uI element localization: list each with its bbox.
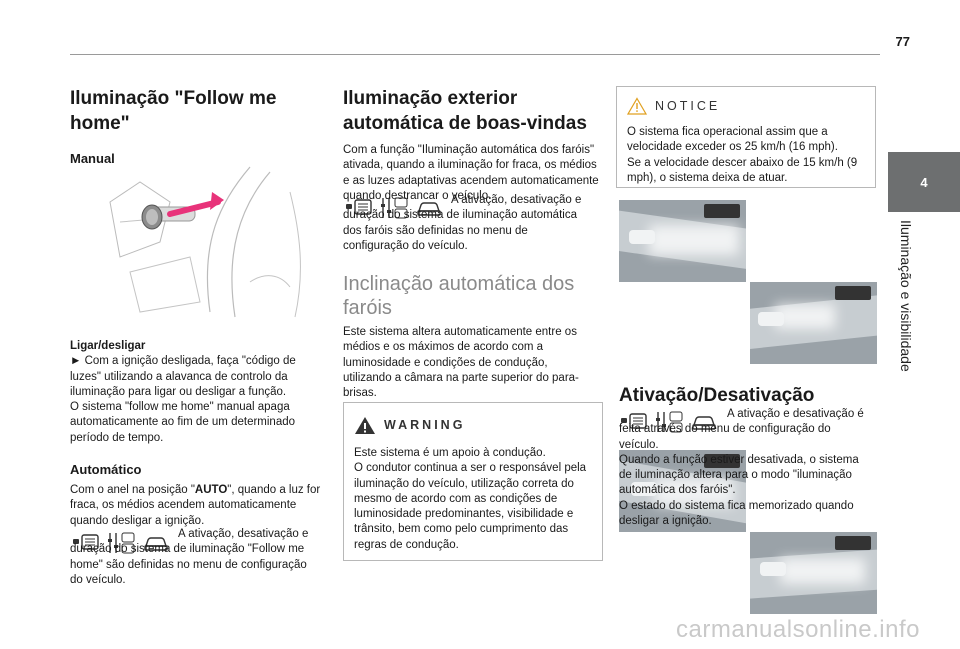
notice-label: NOTICE [655,99,721,113]
chapter-title [890,220,920,370]
welcome-lighting-title: Iluminação exterior automática de boas-vindas [343,88,587,134]
ligar-heading: Ligar/desligar [70,340,146,352]
photo-4 [750,532,877,614]
auto-text [70,483,322,529]
col1-icon-text: A ativação, desativação e duração do sistema de iluminação "Follow me home" são definidas no menu de configuração do veículo. [70,528,309,586]
page-number: 77 [895,34,910,49]
header-rule [70,54,880,55]
chapter-tab: 4 [888,152,960,212]
footer [0,612,960,649]
notice-p2: Se a velocidade descer abaixo de 15 km/h (9 mph), o sistema deixa de atuar. [627,156,858,184]
warning-p2: O condutor continua a ser o responsável pela iluminação do veículo, utilização correta do mesmo de acordo com as condições de luminosidade predominantes, visibilidade e trânsito, bem como pelo cumprimento das regras de condução. [354,462,587,551]
welcome-lighting-section [343,86,601,204]
activation-section [619,383,877,408]
notice-triangle-icon [627,97,647,115]
auto-text-b: ", quando a luz for fraca, os médios acendem automaticamente quando desligar a ignição. [70,484,321,527]
activation-body [619,407,871,529]
chapter-title-text: Iluminação e visibilidade [898,220,914,372]
activation-title: Ativação/Desativação [619,385,815,406]
inclination-title: Inclinação automática dos faróis [343,273,575,319]
follow-me-home-section [70,86,320,167]
steering-lever-illustration [100,162,320,322]
ligar-section [70,339,322,446]
notice-p1: O sistema fica operacional assim que a velocidade exceder os 25 km/h (16 mph). [627,126,838,154]
photo-2 [750,282,877,364]
warning-label: WARNING [384,418,466,432]
footer-watermark: carmanualsonline.info [676,616,920,643]
warning-p1: Este sistema é um apoio à condução. [354,447,546,459]
notice-header [617,87,875,117]
follow-me-home-title: Iluminação "Follow me home" [70,88,277,134]
headlamp-photo-grid [619,200,877,368]
col2-icon-text: A ativação, desativação e duração do sistema de iluminação automática dos faróis são definidas no menu de configuração do veículo. [343,194,582,252]
welcome-intro: Com a função "Iluminação automática dos faróis" ativada, quando a iluminação for fraca, os médios e as luzes adaptativas acendem automaticamente quando destrancar o veículo. [343,144,599,202]
activation-icon-text: A ativação e desativação é feita através do menu de configuração do veículo. [619,408,864,451]
auto-bold: AUTO [194,484,228,496]
ligar-text-2: O sistema "follow me home" manual apaga automaticamente ao fim de um determinado período de tempo. [70,401,296,444]
warning-header [344,403,602,437]
activation-p3: O estado do sistema fica memorizado quando desligar a ignição. [619,499,854,528]
auto-heading: Automático [70,462,142,477]
ligar-text: ► Com a ignição desligada, faça "código de luzes" utilizando a alavanca de controlo da iluminação para ligar ou desligar a função. [70,355,296,398]
inclination-text: Este sistema altera automaticamente entre os médios e os máximos de acordo com a luminosidade e condições de condução, utilizando a câmara na parte superior do para-brisas. [343,326,579,400]
auto-section [70,461,322,529]
warning-box [343,402,603,561]
auto-text-a: Com o anel na posição " [70,484,195,496]
notice-box [616,86,876,188]
warning-triangle-icon [354,415,376,435]
photo-1 [619,200,746,282]
activation-p2: Quando a função estiver desativada, o sistema de iluminação altera para o modo "iluminação automática dos faróis". [619,453,859,497]
manual-heading: Manual [70,151,115,166]
